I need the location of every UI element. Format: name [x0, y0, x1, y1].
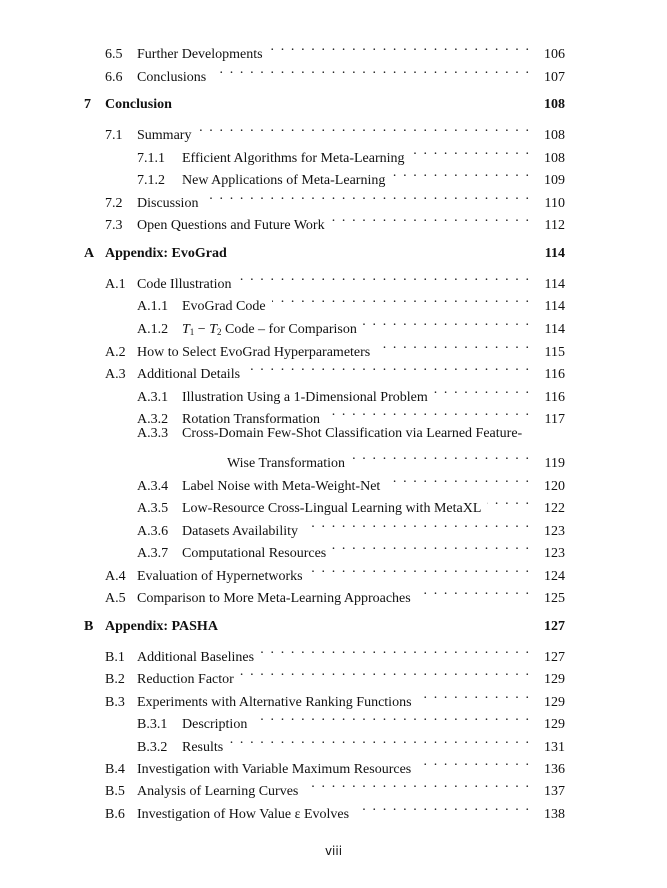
toc-entry-title: Low-Resource Cross-Lingual Learning with MetaXL: [182, 501, 482, 516]
toc-entry-title: Analysis of Learning Curves: [137, 784, 299, 799]
toc-chapter-entry[interactable]: [0, 243, 565, 265]
dot-leader: [326, 401, 529, 423]
toc-entry-title: Rotation Transformation: [182, 412, 321, 427]
toc-entry-number: A.3.1: [137, 390, 169, 405]
toc-entry-number: A.3.2: [137, 412, 169, 427]
dot-leader: [260, 639, 529, 661]
toc-entry-page: 110: [544, 196, 565, 211]
toc-entry-page: 117: [544, 412, 565, 427]
toc-entry-page: 123: [544, 524, 565, 539]
toc-entry-title: Summary: [137, 128, 192, 143]
toc-entry-number: 7.3: [105, 218, 123, 233]
dot-leader: [363, 311, 529, 333]
toc-entry-number: A.1.1: [137, 299, 169, 314]
toc-entry-number: B.3.2: [137, 740, 168, 755]
toc-entry[interactable]: [0, 729, 565, 755]
toc-entry[interactable]: [0, 513, 565, 539]
toc-entry-title: Additional Baselines: [137, 650, 255, 665]
toc-entry[interactable]: [0, 401, 565, 427]
toc-entry-number: 6.5: [105, 47, 123, 62]
toc-entry-page: 127: [544, 619, 565, 634]
toc-entry-title: Wise Transformation: [227, 456, 346, 471]
toc-entry-title: Open Questions and Future Work: [137, 218, 325, 233]
toc-entry-page: 108: [544, 151, 565, 166]
toc-entry-title: Illustration Using a 1-Dimensional Problem: [182, 390, 428, 405]
toc-entry-number: A.3.7: [137, 546, 169, 561]
toc-entry-page: 125: [544, 591, 565, 606]
toc-entry[interactable]: [0, 140, 565, 166]
dot-leader: [386, 468, 529, 490]
toc-entry-page: 127: [544, 650, 565, 665]
toc-entry-page: 122: [544, 501, 565, 516]
toc-entry[interactable]: [0, 639, 565, 665]
toc-entry[interactable]: [0, 266, 565, 292]
toc-entry[interactable]: [0, 445, 565, 471]
toc-entry-title: Description: [182, 717, 248, 732]
toc-entry-title: Datasets Availability: [182, 524, 298, 539]
toc-entry-title: Comparison to More Meta-Learning Approaches: [137, 591, 411, 606]
toc-entry[interactable]: [0, 468, 565, 494]
toc-entry-title: Reduction Factor: [137, 672, 234, 687]
dot-leader: [418, 684, 529, 706]
dot-leader: [272, 288, 529, 310]
toc-entry[interactable]: [0, 751, 565, 777]
toc-entry[interactable]: [0, 311, 565, 337]
toc-entry-number: A.3: [105, 367, 126, 382]
toc-entry[interactable]: [0, 379, 565, 405]
toc-entry-number: B.4: [105, 762, 125, 777]
toc-entry-title: Appendix: EvoGrad: [105, 246, 227, 261]
toc-entry[interactable]: [0, 36, 565, 62]
toc-entry-number: B.2: [105, 672, 125, 687]
toc-entry-number: A: [84, 246, 95, 261]
toc-entry-page: 114: [544, 322, 565, 337]
toc-entry[interactable]: [0, 490, 565, 516]
dot-leader: [269, 36, 529, 58]
toc-entry-number: B: [84, 619, 94, 634]
toc-entry-number: A.2: [105, 345, 126, 360]
toc-entry-number: B.3.1: [137, 717, 168, 732]
toc-entry-page: 120: [544, 479, 565, 494]
page-number: viii: [324, 844, 343, 858]
toc-entry[interactable]: [0, 162, 565, 188]
toc-chapter-entry[interactable]: [0, 94, 565, 116]
dot-leader: [376, 334, 529, 356]
toc-entry-title: Conclusion: [105, 97, 172, 112]
toc-entry-title: EvoGrad Code: [182, 299, 266, 314]
toc-entry[interactable]: [0, 423, 565, 445]
dot-leader: [417, 751, 529, 773]
toc-entry[interactable]: [0, 684, 565, 710]
toc-entry-number: A.1.2: [137, 322, 169, 337]
toc-entry-number: B.6: [105, 807, 125, 822]
toc-entry-number: 7.1.2: [137, 173, 165, 188]
toc-entry[interactable]: [0, 117, 565, 143]
toc-entry-page: 115: [544, 345, 565, 360]
toc-entry[interactable]: [0, 773, 565, 799]
dot-leader: [304, 773, 529, 795]
toc-entry-title: Further Developments: [137, 47, 263, 62]
toc-entry-page: 137: [544, 784, 565, 799]
toc-entry-title: Discussion: [137, 196, 199, 211]
toc-entry-page: 114: [544, 299, 565, 314]
toc-entry-number: B.1: [105, 650, 125, 665]
toc-entry-number: A.4: [105, 569, 126, 584]
toc-entry-title: Code Illustration: [137, 277, 232, 292]
toc-entry-page: 138: [544, 807, 565, 822]
toc-entry-number: 7.1.1: [137, 151, 165, 166]
dot-leader: [238, 266, 530, 288]
toc-entry-page: 114: [544, 277, 565, 292]
toc-entry-page: 131: [544, 740, 565, 755]
dot-leader: [204, 185, 529, 207]
toc-entry[interactable]: [0, 580, 565, 606]
toc-entry-title: Evaluation of Hypernetworks: [137, 569, 303, 584]
dot-leader: [240, 661, 529, 683]
dot-leader: [304, 513, 529, 535]
toc-entry[interactable]: [0, 661, 565, 687]
toc-entry-page: 124: [544, 569, 565, 584]
toc-entry-title: Cross-Domain Few-Shot Classification via Learned Feature-: [182, 426, 523, 441]
toc-entry-title: Results: [182, 740, 224, 755]
toc-entry-title: How to Select EvoGrad Hyperparameters: [137, 345, 371, 360]
dot-leader: [212, 59, 529, 81]
toc-entry-page: 116: [544, 367, 565, 382]
toc-entry-title: New Applications of Meta-Learning: [182, 173, 386, 188]
dot-leader: [351, 445, 529, 467]
toc-entry-number: 7.1: [105, 128, 123, 143]
toc-entry-page: 129: [544, 717, 565, 732]
dot-leader: [253, 706, 529, 728]
toc-entry-number: 7: [84, 97, 91, 112]
dot-leader: [487, 490, 529, 512]
toc-chapter-entry[interactable]: [0, 616, 565, 638]
toc-entry-page: 129: [544, 672, 565, 687]
toc-entry-title: $T_1 - T_2$ Code – for Comparison: [182, 322, 357, 337]
toc-entry-number: 6.6: [105, 70, 123, 85]
dot-leader: [411, 140, 529, 162]
toc-entry-number: A.3.5: [137, 501, 169, 516]
dot-leader: [434, 379, 529, 401]
toc-entry-title: Investigation with Variable Maximum Resources: [137, 762, 412, 777]
toc-entry-page: 129: [544, 695, 565, 710]
toc-entry-page: 108: [544, 128, 565, 143]
toc-entry[interactable]: [0, 207, 565, 233]
toc-entry-page: 109: [544, 173, 565, 188]
toc-entry[interactable]: [0, 796, 565, 822]
toc-entry-title: Experiments with Alternative Ranking Functions: [137, 695, 412, 710]
toc-entry-page: 112: [544, 218, 565, 233]
dot-leader: [355, 796, 529, 818]
toc-entry-page: 107: [544, 70, 565, 85]
toc-entry[interactable]: [0, 706, 565, 732]
toc-entry-number: B.5: [105, 784, 125, 799]
toc-entry[interactable]: [0, 185, 565, 211]
toc-entry[interactable]: [0, 558, 565, 584]
toc-entry[interactable]: [0, 334, 565, 360]
toc-entry-title: Efficient Algorithms for Meta-Learning: [182, 151, 405, 166]
toc-entry-page: 116: [544, 390, 565, 405]
dot-leader: [197, 117, 529, 139]
toc-entry-page: 136: [544, 762, 565, 777]
toc-entry[interactable]: [0, 59, 565, 85]
dot-leader: [331, 207, 529, 229]
dot-leader: [391, 162, 529, 184]
toc-entry-page: 123: [544, 546, 565, 561]
toc-entry-title: Additional Details: [137, 367, 241, 382]
toc-entry-number: A.1: [105, 277, 126, 292]
dot-leader: [309, 558, 529, 580]
toc-entry-number: A.3.3: [137, 426, 169, 441]
toc-entry[interactable]: [0, 356, 565, 382]
toc-entry-title: Investigation of How Value ε Evolves: [137, 807, 350, 822]
dot-leader: [417, 580, 529, 602]
toc-entry-number: A.3.6: [137, 524, 169, 539]
dot-leader: [229, 729, 529, 751]
toc-entry-number: A.5: [105, 591, 126, 606]
toc-entry-number: A.3.4: [137, 479, 169, 494]
toc-entry-title: Conclusions: [137, 70, 207, 85]
dot-leader: [246, 356, 529, 378]
toc-entry-page: 119: [544, 456, 565, 471]
toc-entry-page: 108: [544, 97, 565, 112]
toc-entry-number: B.3: [105, 695, 125, 710]
dot-leader: [332, 535, 529, 557]
toc-entry[interactable]: [0, 288, 565, 314]
toc-entry-title: Appendix: PASHA: [105, 619, 218, 634]
toc-entry-page: 106: [544, 47, 565, 62]
toc-entry-number: 7.2: [105, 196, 123, 211]
toc-entry-title: Label Noise with Meta-Weight-Net: [182, 479, 381, 494]
toc-entry-title: Computational Resources: [182, 546, 327, 561]
toc-entry[interactable]: [0, 535, 565, 561]
toc-entry-page: 114: [544, 246, 565, 261]
